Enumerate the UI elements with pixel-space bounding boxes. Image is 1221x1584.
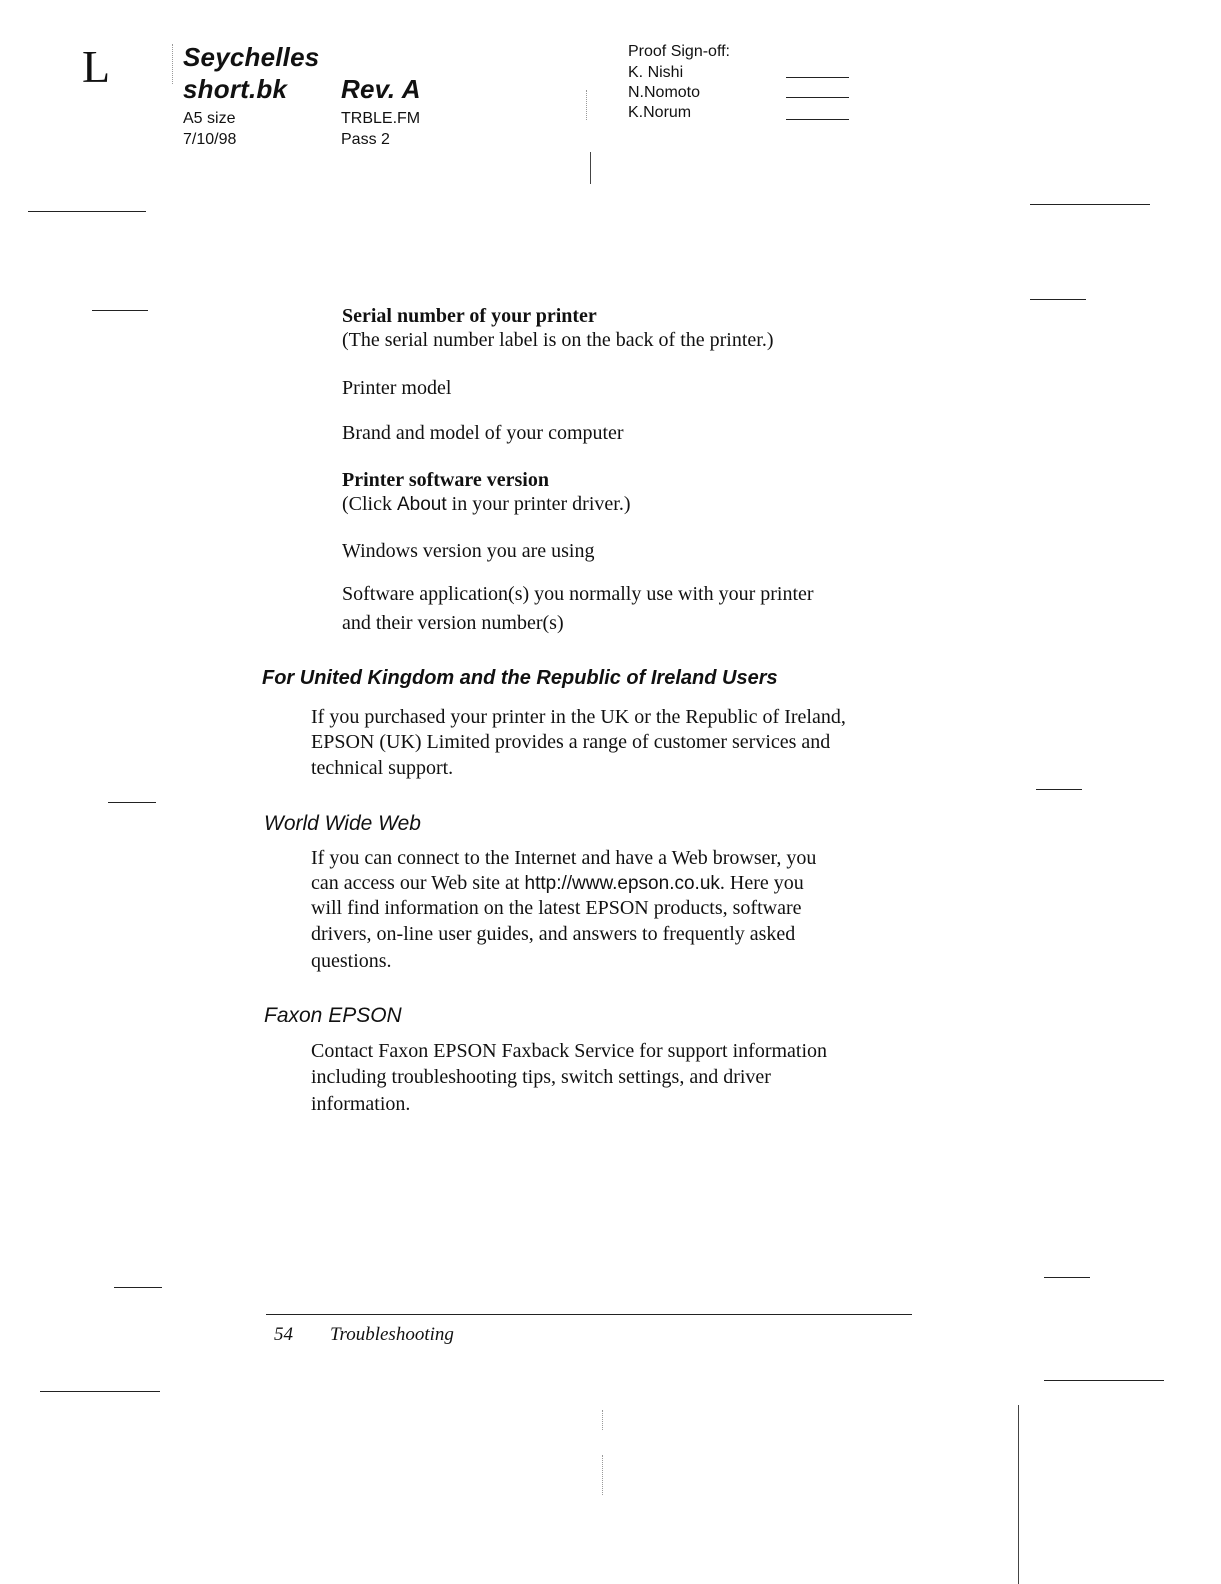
crop-mark-right-2 xyxy=(1030,299,1086,300)
epson-uk-url[interactable]: http://www.epson.co.uk xyxy=(524,873,720,894)
uk-para-line1: If you purchased your printer in the UK or the Republic of Ireland, xyxy=(311,706,846,728)
crop-mark-right-5 xyxy=(1044,1380,1164,1381)
crop-mark-left-3 xyxy=(108,802,156,803)
signer-2: N.Nomoto xyxy=(628,84,701,101)
about-ui-text: About xyxy=(397,494,447,515)
software-version-heading: Printer software version xyxy=(342,469,549,491)
proof-signoff-label: Proof Sign-off: xyxy=(628,43,730,60)
page-number: 54 xyxy=(274,1324,293,1345)
page-size: A5 size xyxy=(183,110,236,127)
faxon-para-line1: Contact Faxon EPSON Faxback Service for support information xyxy=(311,1040,828,1062)
www-line2-suffix: . Here you xyxy=(719,872,804,894)
signer-1: K. Nishi xyxy=(628,64,684,81)
center-dotted-mark xyxy=(586,90,587,120)
www-line4: drivers, on-line user guides, and answers to frequently asked xyxy=(311,923,796,945)
faxon-heading: Faxon EPSON xyxy=(264,1004,402,1027)
software-note-suffix: in your printer driver.) xyxy=(446,493,631,515)
center-crop-mark-top xyxy=(590,152,591,184)
www-line2 xyxy=(311,871,804,896)
crop-mark-right-3 xyxy=(1036,789,1082,790)
file-name: TRBLE.FM xyxy=(341,110,421,127)
book-title-line2: short.bk xyxy=(183,74,288,104)
www-line1: If you can connect to the Internet and have a Web browser, you xyxy=(311,847,817,869)
header-dotted-divider xyxy=(172,44,173,84)
windows-version-item: Windows version you are using xyxy=(342,540,595,562)
book-title-line1: Seychelles xyxy=(183,42,320,72)
www-heading: World Wide Web xyxy=(264,812,421,835)
software-version-note xyxy=(342,492,631,517)
signoff-line-2 xyxy=(786,97,849,98)
serial-number-note: (The serial number label is on the back of the printer.) xyxy=(342,329,774,351)
uk-section-heading: For United Kingdom and the Republic of Ireland Users xyxy=(262,667,778,689)
uk-para-line3: technical support. xyxy=(311,757,454,779)
side-letter: L xyxy=(82,41,111,92)
crop-mark-left-1 xyxy=(28,211,146,212)
right-bottom-vertical-mark xyxy=(1018,1405,1019,1584)
crop-mark-right-1 xyxy=(1030,204,1150,205)
www-line3: will find information on the latest EPSON products, software xyxy=(311,897,802,919)
faxon-para-line2: including troubleshooting tips, switch settings, and driver xyxy=(311,1066,771,1088)
software-note-prefix: (Click xyxy=(342,493,397,515)
faxon-para-line3: information. xyxy=(311,1093,411,1115)
crop-mark-right-4 xyxy=(1044,1277,1090,1278)
pass-number: Pass 2 xyxy=(341,131,390,148)
center-crop-mark-bottom-2 xyxy=(602,1455,603,1495)
crop-mark-left-4 xyxy=(114,1287,162,1288)
revision-label: Rev. A xyxy=(341,74,421,104)
signoff-line-3 xyxy=(786,119,849,120)
doc-date: 7/10/98 xyxy=(183,131,237,148)
printer-model-item: Printer model xyxy=(342,377,452,399)
crop-mark-left-2 xyxy=(92,310,148,311)
crop-mark-left-5 xyxy=(40,1391,160,1392)
serial-number-heading: Serial number of your printer xyxy=(342,305,597,327)
computer-item: Brand and model of your computer xyxy=(342,422,624,444)
footer-section-title: Troubleshooting xyxy=(330,1324,454,1345)
www-line2-prefix: can access our Web site at xyxy=(311,872,525,894)
signer-3: K.Norum xyxy=(628,104,692,121)
software-apps-line1: Software application(s) you normally use with your printer xyxy=(342,583,814,605)
footer-rule xyxy=(266,1314,912,1315)
center-crop-mark-bottom-1 xyxy=(602,1410,603,1430)
software-apps-line2: and their version number(s) xyxy=(342,612,564,634)
signoff-line-1 xyxy=(786,77,849,78)
www-line5: questions. xyxy=(311,950,392,972)
uk-para-line2: EPSON (UK) Limited provides a range of customer services and xyxy=(311,731,831,753)
